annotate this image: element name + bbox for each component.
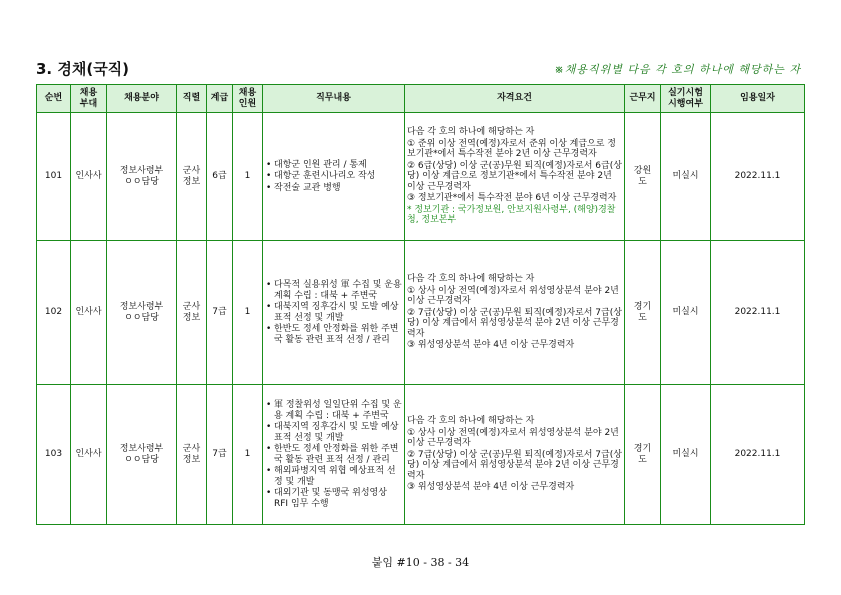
requirement-intro: 다음 각 호의 하나에 해당하는 자 xyxy=(407,127,535,138)
requirement-item: ③ 정보기관*에서 특수작전 분야 6년 이상 근무경력자 xyxy=(407,193,617,204)
cell-field: 정보사령부 ㅇㅇ담당 xyxy=(107,113,177,241)
cell-series: 군사 정보 xyxy=(177,113,207,241)
page-title: 3. 경채(국직) xyxy=(36,60,130,78)
duty-item: • 대항군 인원 관리 / 통제 xyxy=(274,160,402,171)
cell-requirements xyxy=(405,241,625,385)
selection-note: ※채용직위별 다음 각 호의 하나에 해당하는 자 xyxy=(554,63,801,76)
page-footer: 붙임 #10 - 38 - 34 xyxy=(371,556,470,569)
requirement-item: ② 7급(상당) 이상 군(공)무원 퇴직(예정)자로서 7급(상당) 이상 계급에서 위성영상분석 분야 2년 이상 근무경력자 xyxy=(407,307,622,339)
requirement-intro: 다음 각 호의 하나에 해당하는 자 xyxy=(407,274,535,285)
duty-item: • 작전술 교관 병행 xyxy=(274,183,402,194)
col-header: 직렬 xyxy=(177,85,207,113)
duty-item: • 다목적 실용위성 軍 수집 및 운용 계획 수립 : 대북 + 주변국 xyxy=(274,280,402,301)
cell-unit: 인사사 xyxy=(71,113,107,241)
cell-unit: 인사사 xyxy=(71,385,107,525)
cell-practical: 미실시 xyxy=(661,385,711,525)
cell-grade: 7급 xyxy=(207,241,233,385)
table-row xyxy=(37,241,805,385)
cell-unit: 인사사 xyxy=(71,241,107,385)
duty-item: • 대항군 훈련시나리오 작성 xyxy=(274,171,402,182)
duty-item: • 軍 정찰위성 일일단위 수집 및 운용 계획 수립 : 대북 + 주변국 xyxy=(274,400,402,421)
cell-count: 1 xyxy=(233,113,263,241)
cell-grade: 6급 xyxy=(207,113,233,241)
cell-no: 101 xyxy=(37,113,71,241)
cell-practical: 미실시 xyxy=(661,241,711,385)
cell-location: 경기 도 xyxy=(625,241,661,385)
requirement-item: ① 준위 이상 전역(예정)자로서 준위 이상 계급으로 정보기관*에서 특수작전 분야 2년 이상 근무경력자 xyxy=(407,138,616,160)
col-header: 순번 xyxy=(37,85,71,113)
cell-series: 군사 정보 xyxy=(177,385,207,525)
cell-no: 103 xyxy=(37,385,71,525)
col-header: 직무내용 xyxy=(263,85,405,113)
cell-date: 2022.11.1 xyxy=(711,113,805,241)
col-header: 채용분야 xyxy=(107,85,177,113)
cell-count: 1 xyxy=(233,241,263,385)
cell-duties xyxy=(263,113,405,241)
cell-date: 2022.11.1 xyxy=(711,241,805,385)
cell-count: 1 xyxy=(233,385,263,525)
cell-duties xyxy=(263,385,405,525)
col-header: 계급 xyxy=(207,85,233,113)
requirement-item: ① 상사 이상 전역(예정)자로서 위성영상분석 분야 2년 이상 근무경력자 xyxy=(407,427,619,449)
requirement-note: * 정보기관 : 국가정보원, 안보지원사령부, (해양)경찰청, 정보본부 xyxy=(407,204,616,226)
cell-requirements xyxy=(405,113,625,241)
cell-practical: 미실시 xyxy=(661,113,711,241)
col-header: 채용 인원 xyxy=(233,85,263,113)
duty-item: • 대외기관 및 동맹국 위성영상 RFI 임무 수행 xyxy=(274,488,402,509)
cell-requirements xyxy=(405,385,625,525)
cell-location: 경기 도 xyxy=(625,385,661,525)
table-row xyxy=(37,113,805,241)
duty-item: • 한반도 정세 안정화를 위한 주변국 활동 관련 표적 선정 / 관리 xyxy=(274,324,402,345)
cell-series: 군사 정보 xyxy=(177,241,207,385)
table-row xyxy=(37,385,805,525)
requirement-item: ② 6급(상당) 이상 군(공)무원 퇴직(예정)자로서 6급(상당) 이상 계급으로 정보기관*에서 특수작전 분야 2년 이상 근무경력자 xyxy=(407,160,622,192)
requirement-item: ③ 위성영상분석 분야 4년 이상 근무경력자 xyxy=(407,482,575,493)
col-header: 임용일자 xyxy=(711,85,805,113)
requirement-item: ③ 위성영상분석 분야 4년 이상 근무경력자 xyxy=(407,340,575,351)
cell-location: 강원 도 xyxy=(625,113,661,241)
col-header: 실기시험 시행여부 xyxy=(661,85,711,113)
requirement-intro: 다음 각 호의 하나에 해당하는 자 xyxy=(407,416,535,427)
cell-field: 정보사령부 ㅇㅇ담당 xyxy=(107,385,177,525)
cell-grade: 7급 xyxy=(207,385,233,525)
cell-no: 102 xyxy=(37,241,71,385)
duty-item: • 대북지역 징후감시 및 도발 예상표적 선정 및 개발 xyxy=(274,422,402,443)
cell-date: 2022.11.1 xyxy=(711,385,805,525)
cell-field: 정보사령부 ㅇㅇ담당 xyxy=(107,241,177,385)
col-header: 채용 부대 xyxy=(71,85,107,113)
cell-duties xyxy=(263,241,405,385)
duty-item: • 대북지역 징후감시 및 도발 예상표적 선정 및 개발 xyxy=(274,302,402,323)
requirement-item: ② 7급(상당) 이상 군(공)무원 퇴직(예정)자로서 7급(상당) 이상 계급에서 위성영상분석 분야 2년 이상 근무경력자 xyxy=(407,449,622,481)
recruitment-table xyxy=(36,84,805,525)
col-header: 근무지 xyxy=(625,85,661,113)
table-header-row xyxy=(37,85,805,113)
col-header: 자격요건 xyxy=(405,85,625,113)
requirement-item: ① 상사 이상 전역(예정)자로서 위성영상분석 분야 2년 이상 근무경력자 xyxy=(407,285,619,307)
duty-item: • 한반도 정세 안정화를 위한 주변국 활동 관련 표적 선정 / 관리 xyxy=(274,444,402,465)
duty-item: • 해외파병지역 위협 예상표적 선정 및 개발 xyxy=(274,466,402,487)
